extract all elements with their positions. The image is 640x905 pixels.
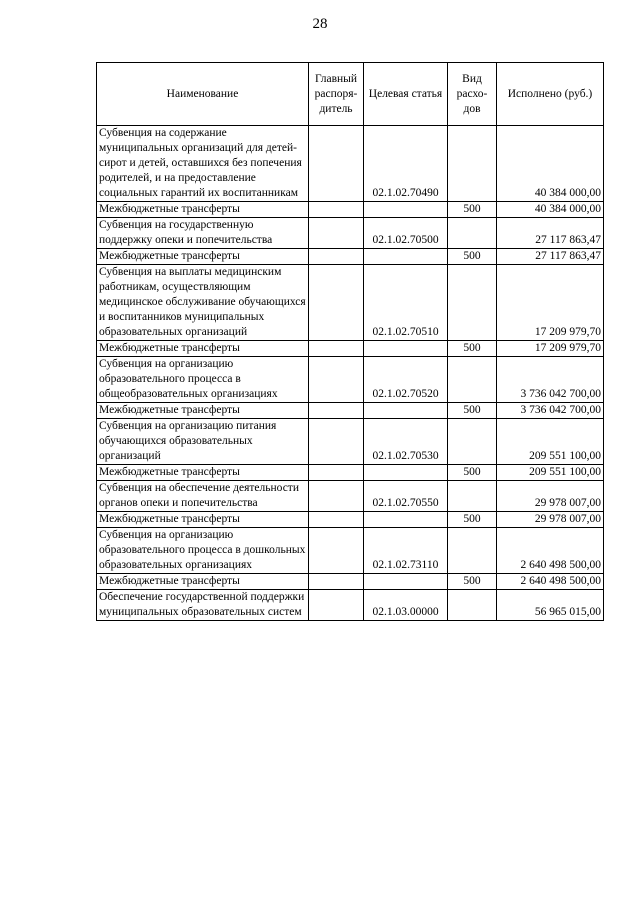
cell-manager [309,590,364,621]
cell-manager [309,528,364,574]
cell-target: 02.1.02.73110 [364,528,448,574]
table-row [97,528,604,574]
cell-type: 500 [448,403,497,419]
budget-table [96,62,604,621]
cell-name: Субвенция на государственную поддержку опеки и попечительства [97,218,309,249]
cell-target: 02.1.02.70550 [364,481,448,512]
cell-name: Субвенция на обеспечение деятельности органов опеки и попечительства [97,481,309,512]
table-header-row [97,63,604,126]
cell-target [364,341,448,357]
table-row [97,481,604,512]
header-amount: Исполнено (руб.) [497,63,604,126]
header-name: Наименование [97,63,309,126]
cell-amount: 2 640 498 500,00 [497,528,604,574]
cell-manager [309,419,364,465]
table-row [97,512,604,528]
cell-type: 500 [448,465,497,481]
cell-name: Межбюджетные трансферты [97,403,309,419]
cell-amount: 27 117 863,47 [497,218,604,249]
cell-amount: 209 551 100,00 [497,419,604,465]
cell-manager [309,126,364,202]
cell-type [448,590,497,621]
table-row [97,265,604,341]
cell-type [448,357,497,403]
cell-type [448,265,497,341]
table-row [97,202,604,218]
cell-type: 500 [448,202,497,218]
cell-manager [309,481,364,512]
cell-manager [309,249,364,265]
cell-manager [309,341,364,357]
cell-amount: 3 736 042 700,00 [497,403,604,419]
table-row [97,218,604,249]
cell-amount: 17 209 979,70 [497,341,604,357]
table-row [97,249,604,265]
cell-amount: 17 209 979,70 [497,265,604,341]
cell-type [448,419,497,465]
cell-amount: 27 117 863,47 [497,249,604,265]
cell-target: 02.1.02.70490 [364,126,448,202]
table-body [97,126,604,621]
cell-target: 02.1.02.70510 [364,265,448,341]
cell-target [364,512,448,528]
cell-type: 500 [448,574,497,590]
cell-amount: 40 384 000,00 [497,126,604,202]
cell-manager [309,218,364,249]
table-row [97,341,604,357]
cell-target: 02.1.03.00000 [364,590,448,621]
cell-target [364,249,448,265]
cell-manager [309,574,364,590]
cell-name: Межбюджетные трансферты [97,249,309,265]
cell-type: 500 [448,512,497,528]
cell-name: Межбюджетные трансферты [97,341,309,357]
cell-name: Субвенция на организацию образовательного процесса в дошкольных образовательных организациях [97,528,309,574]
cell-amount: 29 978 007,00 [497,481,604,512]
cell-type [448,528,497,574]
cell-name: Межбюджетные трансферты [97,465,309,481]
cell-amount: 209 551 100,00 [497,465,604,481]
cell-manager [309,357,364,403]
cell-manager [309,265,364,341]
cell-name: Межбюджетные трансферты [97,202,309,218]
header-type: Вид расхо-дов [448,63,497,126]
cell-type [448,126,497,202]
cell-target: 02.1.02.70530 [364,419,448,465]
cell-target: 02.1.02.70520 [364,357,448,403]
cell-target [364,403,448,419]
table-row [97,574,604,590]
cell-target [364,202,448,218]
cell-name: Обеспечение государственной поддержки муниципальных образовательных систем [97,590,309,621]
cell-amount: 2 640 498 500,00 [497,574,604,590]
table-row [97,403,604,419]
cell-amount: 56 965 015,00 [497,590,604,621]
cell-name: Субвенция на выплаты медицинским работникам, осуществляющим медицинское обслуживание обучающихся и воспитанников муниципальных образовательных организаций [97,265,309,341]
cell-target: 02.1.02.70500 [364,218,448,249]
cell-amount: 29 978 007,00 [497,512,604,528]
header-manager: Главный распоря-дитель [309,63,364,126]
cell-name: Межбюджетные трансферты [97,574,309,590]
cell-type: 500 [448,249,497,265]
page-number: 28 [312,16,328,32]
cell-target [364,465,448,481]
cell-manager [309,403,364,419]
cell-name: Субвенция на содержание муниципальных организаций для детей-сирот и детей, оставшихся без попечения родителей, и на предоставление социальных гарантий их воспитанникам [97,126,309,202]
cell-target [364,574,448,590]
table-row [97,419,604,465]
cell-manager [309,202,364,218]
cell-name: Субвенция на организацию образовательного процесса в общеобразовательных организациях [97,357,309,403]
cell-type [448,218,497,249]
cell-manager [309,512,364,528]
cell-amount: 40 384 000,00 [497,202,604,218]
header-target: Целевая статья [364,63,448,126]
table-row [97,465,604,481]
table-row [97,126,604,202]
cell-type [448,481,497,512]
cell-amount: 3 736 042 700,00 [497,357,604,403]
cell-name: Субвенция на организацию питания обучающихся образовательных организаций [97,419,309,465]
table-row [97,590,604,621]
table-row [97,357,604,403]
cell-name: Межбюджетные трансферты [97,512,309,528]
cell-type: 500 [448,341,497,357]
cell-manager [309,465,364,481]
